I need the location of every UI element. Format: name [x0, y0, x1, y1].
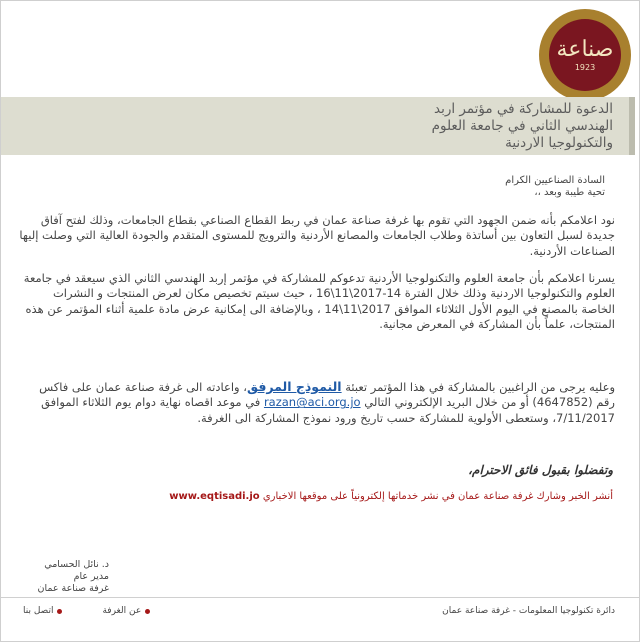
- greeting-line-2: تحية طيبة وبعد ،،: [534, 187, 605, 198]
- signature-name: د. نائل الحسامي: [44, 559, 109, 570]
- instructions-text-1: وعليه يرجى من الراغبين بالمشاركة في هذا المؤتمر تعبئة: [341, 380, 615, 394]
- about-link[interactable]: [102, 606, 150, 616]
- attached-form-link[interactable]: النموذج المرفق: [246, 379, 342, 394]
- title-line-2: الهندسي الثاني في جامعة العلوم: [431, 118, 613, 134]
- logo-year: 1923: [574, 62, 596, 72]
- title-line-1: الدعوة للمشاركة في مؤتمر اربد: [434, 101, 613, 117]
- footer: [1, 597, 639, 642]
- title-line-3: والتكنولوجيا الاردنية: [505, 135, 613, 151]
- bullet-icon: [145, 609, 150, 614]
- greeting: [1, 175, 639, 199]
- instructions-text-3: في موعد اقصاه نهاية دوام يوم الثلاثاء الموافق 7/11/2017، وستعطى الأولوية للمشاركة حسب تاريخ ورود نموذج المشاركة الى الغرفة.: [41, 395, 615, 425]
- paragraph-invitation: يسرنا اعلامكم بأن جامعة العلوم والتكنولوجيا الأردنية تدعوكم للمشاركة في مؤتمر إربد الهندسي الثاني الذي سيعقد في جامعة العلوم والتكنولوجيا الاردنية وذلك خلال الفترة 14-2017\11\16 ، حيث سيتم تخصيص مكان لعرض المنتجات و النشرات الخاصة بالمصنع في اليوم الأول الثلاثاء الموافق 2017\11\14 ، وبالإضافة الى إمكانية عرض مادة علمية أثناء المؤتمر عن هذه المنتجات، علماً بأن المشاركة في المعرض مجانية.: [23, 271, 615, 332]
- contact-link[interactable]: [23, 606, 62, 616]
- contact-link-label: اتصل بنا: [23, 606, 54, 616]
- logo-ring: [539, 9, 631, 101]
- signature: [19, 559, 109, 595]
- footer-it-dept: دائرة تكنولوجيا المعلومات - غرفة صناعة عمان: [442, 606, 615, 616]
- eqtisadi-site-link[interactable]: www.eqtisadi.jo: [169, 491, 260, 502]
- aci-logo: [539, 9, 631, 101]
- greeting-line-1: السادة الصناعيين الكرام: [505, 175, 605, 186]
- email-link[interactable]: razan@aci.org.jo: [263, 395, 361, 410]
- signature-org: غرفة صناعة عمان: [37, 583, 109, 594]
- footer-links: [23, 606, 150, 616]
- title-banner: [1, 97, 635, 155]
- logo-seal: [549, 19, 621, 91]
- paragraph-instructions: [1, 379, 639, 426]
- page-title: [1, 97, 629, 152]
- signature-role: مدير عام: [73, 571, 109, 582]
- instructions-text-2: ، واعادته الى غرفة صناعة عمان على فاكس رقم (4647852) أو من خلال البريد الإلكتروني التالي: [39, 380, 615, 410]
- share-text: أنشر الخبر وشارك غرفة صناعة عمان في نشر خدماتها إلكترونياً على موقعها الاخباري: [262, 491, 613, 502]
- share-note: [1, 491, 639, 502]
- closing-text: وتفضلوا بقبول فائق الاحترام،: [468, 463, 613, 477]
- logo-mark: صناعة: [556, 36, 614, 62]
- about-link-label: عن الغرفة: [102, 606, 142, 616]
- paragraph-intro: نود اعلامكم بأنه ضمن الجهود التي تقوم بها غرفة صناعة عمان في ربط القطاع الصناعي بقطاع الجامعات، وذلك لفتح آفاق جديدة لسبل التعاون بين أساتذة وطلاب الجامعات والمصانع الأردنية والترويج للمستوى المتقدم والجودة العالية التي وصلت إليها الصناعات الأردنية.: [19, 213, 615, 258]
- bullet-icon: [57, 609, 62, 614]
